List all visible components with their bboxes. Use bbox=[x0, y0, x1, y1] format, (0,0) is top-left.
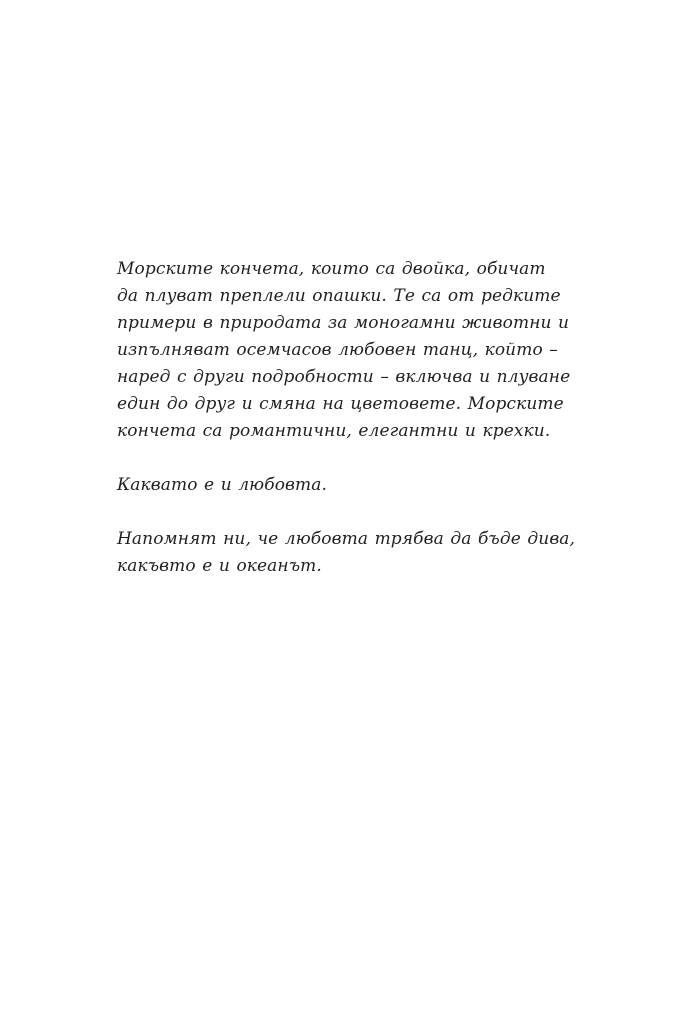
paragraph-seahorses bbox=[117, 256, 597, 445]
paragraph-ocean bbox=[117, 526, 597, 580]
text-line: какъвто е и океанът. bbox=[117, 556, 322, 576]
text-line: Каквато е и любовта. bbox=[117, 475, 328, 495]
text-line: един до друг и смяна на цветовете. Морските bbox=[117, 394, 564, 414]
text-line: наред с други подробности – включва и плуване bbox=[117, 367, 571, 387]
text-line: Напомнят ни, че любовта трябва да бъде дива, bbox=[117, 529, 576, 549]
body-text bbox=[117, 256, 597, 580]
text-line: да плуват преплели опашки. Те са от редките bbox=[117, 286, 561, 306]
text-line: изпълняват осемчасов любовен танц, който – bbox=[117, 340, 558, 360]
text-line: Морските кончета, които са двойка, обичат bbox=[117, 259, 546, 279]
text-line: примери в природата за моногамни животни и bbox=[117, 313, 570, 333]
paragraph-love bbox=[117, 472, 597, 499]
text-line: кончета са романтични, елегантни и крехки. bbox=[117, 421, 551, 441]
